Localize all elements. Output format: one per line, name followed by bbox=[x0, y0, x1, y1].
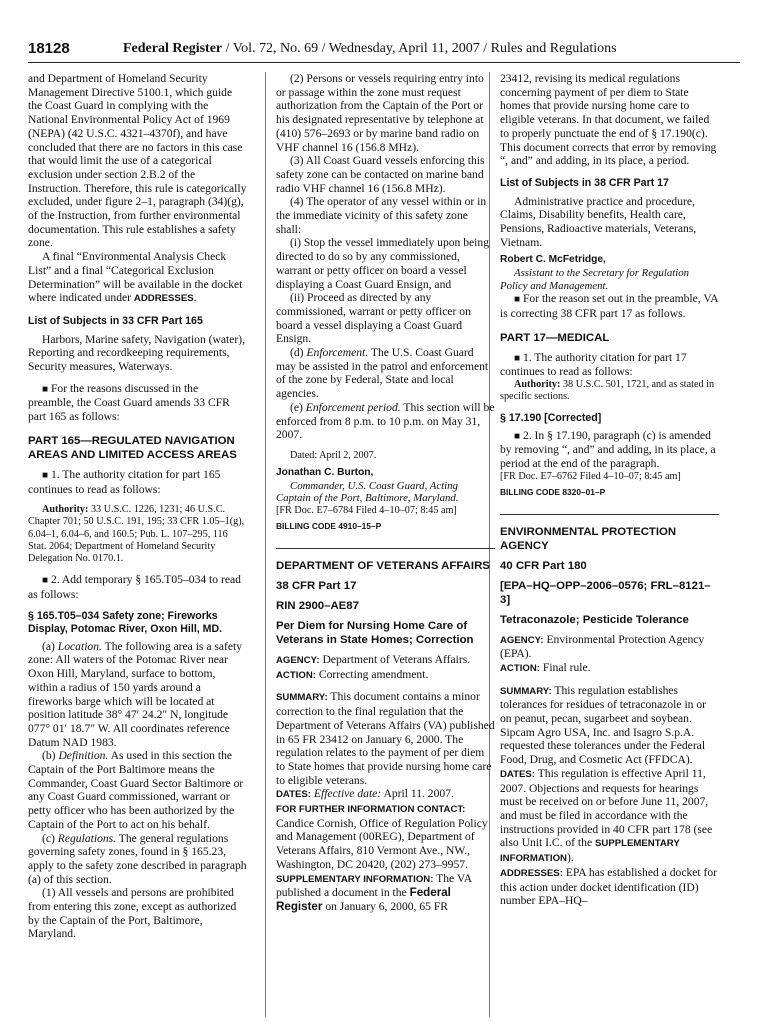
label: AGENCY: bbox=[500, 634, 544, 646]
signer-title: Assistant to the Secretary for Regulation Policy and Management. bbox=[500, 267, 690, 292]
fr-doc: [FR Doc. E7–6762 Filed 4–10–07; 8:45 am] bbox=[500, 470, 681, 482]
label: (e) bbox=[290, 400, 303, 414]
subjects-heading: List of Subjects in 38 CFR Part 17 bbox=[500, 176, 669, 189]
text: This regulation establishes tolerances for residues of tetraconazole in or on peanut, pecan, sugarbeet and soybean. Sipcam Agro USA, Inc. and Isagro S.p.A. requested these tolerances under the Federal Food, Drug, and Cosmetic Act (FFDCA). bbox=[500, 683, 707, 767]
page-number: 18128 bbox=[28, 40, 70, 57]
bullet-icon: ■ bbox=[514, 352, 521, 364]
label: Enforcement period. bbox=[305, 400, 401, 414]
text: A final “Environmental Analysis Check List” and a final “Categorical Exclusion Determination” will be available in the docket where indicated under bbox=[28, 250, 243, 305]
bullet-icon: ■ bbox=[514, 430, 521, 442]
va-document bbox=[276, 548, 495, 914]
label: SUMMARY: bbox=[276, 692, 328, 704]
epa-document bbox=[500, 514, 719, 908]
text: This document contains a minor correction to the final regulation that the Department of Veterans Affairs (VA) published in 65 FR 23412 on January 6, 2000. The regulation relates to the payment of per diem to State homes that provide nursing home care to eligible veterans. bbox=[276, 690, 495, 787]
part-heading: PART 17—MEDICAL bbox=[500, 331, 610, 344]
paragraph: (i) Stop the vessel immediately upon being directed to do so by any commissioned, warrant or petty officer on board a vessel displaying a Coast Guard Ensign, and bbox=[276, 236, 489, 291]
label: ACTION: bbox=[276, 669, 316, 681]
document-title: Tetraconazole; Pesticide Tolerance bbox=[500, 613, 689, 626]
addresses bbox=[500, 866, 719, 908]
label: (c) bbox=[42, 831, 55, 845]
text: EPA has established a docket for this action under docket identification (ID) number EPA–HQ– bbox=[500, 865, 718, 908]
label: (b) bbox=[42, 749, 56, 763]
dated-line: Dated: April 2, 2007. bbox=[290, 449, 377, 461]
paragraph: and Department of Homeland Security Management Directive 5100.1, which guide the Coast Guard in complying with the National Environmental Policy Act of 1969 (NEPA) (42 U.S.C. 4321–4370f), and have concluded that there are no factors in this case that would limit the use of a categorical exclusion under section 2.B.2 of the Instruction. Therefore, this rule is categorically excluded, under figure 2–1, paragraph (34)(g), of the Instruction, from further environmental documentation. This rule establishes a safety zone. bbox=[28, 72, 247, 250]
text: The U.S. Coast Guard may be assisted in the patrol and enforcement of the zone by Federal, State and local agencies. bbox=[276, 346, 489, 401]
text: ). bbox=[566, 851, 574, 865]
text: 1. The authority citation for part 165 continues to read as follows: bbox=[28, 467, 221, 496]
subjects-heading: List of Subjects in 33 CFR Part 165 bbox=[28, 314, 203, 327]
label: DATES: bbox=[276, 789, 311, 801]
summary bbox=[500, 684, 719, 767]
label: AGENCY: bbox=[276, 654, 320, 666]
label: Enforcement. bbox=[306, 346, 369, 360]
text: Federal Register bbox=[276, 886, 451, 913]
label: ADDRESSES: bbox=[500, 867, 563, 879]
column-2 bbox=[276, 72, 495, 914]
running-head bbox=[123, 41, 617, 57]
docket-id: [EPA–HQ–OPP–2006–0576; FRL–8121–3] bbox=[500, 579, 711, 606]
label: Regulations. bbox=[57, 831, 117, 845]
label: SUMMARY: bbox=[500, 685, 552, 697]
column-1 bbox=[28, 72, 247, 941]
label: (d) bbox=[290, 346, 304, 360]
amendment bbox=[500, 351, 719, 379]
publication-name: Federal Register bbox=[123, 41, 223, 56]
paragraph: 23412, revising its medical regulations concerning payment of per diem to State homes that provide nursing home care to eligible veterans. In that document, we failed to properly punctuate the end of § 17.190(c). This document corrects that error by removing “, and” and adding, in its place, a period. bbox=[500, 72, 717, 168]
amendment bbox=[500, 429, 719, 471]
paragraph: (4) The operator of any vessel within or in the immediate vicinity of this safety zone shall: bbox=[276, 195, 487, 236]
signer-name: Jonathan C. Burton, bbox=[276, 467, 374, 479]
paragraph bbox=[276, 401, 495, 442]
paragraph: (1) All vessels and persons are prohibited from entering this zone, except as authorized by the Captain of the Port, Baltimore, Maryland. bbox=[28, 886, 237, 941]
paragraph: (2) Persons or vessels requiring entry into or passage within the zone must request authorization from the Captain of the Port or his designated representative by telephone at (410) 576–2693 or by marine band radio on VHF channel 16 (156.8 MHz). bbox=[276, 72, 484, 154]
text: 33 U.S.C. 1226, 1231; 46 U.S.C. Chapter 701; 50 U.S.C. 191, 195; 33 CFR 1.05–1(g), 6.04–1, 6.04–6, and 160.5; Pub. L. 107–295, 116 Stat. 2064; Department of Homeland Security Delegation No. 0170.1. bbox=[28, 504, 245, 565]
text: . bbox=[193, 291, 197, 305]
authority-label: Authority: bbox=[514, 379, 561, 391]
label: FOR FURTHER INFORMATION CONTACT: bbox=[276, 804, 466, 816]
section-heading: § 17.190 [Corrected] bbox=[500, 411, 602, 424]
column-rule bbox=[265, 72, 266, 1017]
paragraph bbox=[500, 292, 719, 320]
text: This regulation is effective April 11, 2007. Objections and requests for hearings must be received on or before June 11, 2007, and must be filed in accordance with the instructions provided in 40 CFR part 178 (see also Unit I.C. of the bbox=[500, 766, 713, 850]
paragraph bbox=[276, 346, 495, 401]
text: on January 6, 2000, 65 FR bbox=[325, 899, 449, 913]
bullet-icon: ■ bbox=[42, 469, 49, 481]
part-heading: PART 165—REGULATED NAVIGATION AREAS AND LIMITED ACCESS AREAS bbox=[28, 434, 237, 461]
bullet-icon: ■ bbox=[42, 383, 49, 395]
text: The VA published a document in the bbox=[276, 871, 472, 900]
dates bbox=[276, 787, 495, 802]
supplementary-info bbox=[276, 872, 495, 914]
contact bbox=[276, 802, 495, 872]
label: Location. bbox=[57, 639, 102, 653]
column-3 bbox=[500, 72, 719, 908]
text: Department of Veterans Affairs. bbox=[322, 652, 471, 666]
paragraph: (3) All Coast Guard vessels enforcing this safety zone can be contacted on marine band radio VHF channel 16 (156.8 MHz). bbox=[276, 154, 485, 195]
label: SUPPLEMENTARY INFORMATION bbox=[500, 838, 680, 865]
bullet-icon: ■ bbox=[514, 294, 521, 306]
subjects-list: Harbors, Marine safety, Navigation (water), Reporting and recordkeeping requirements, Security measures, Waterways. bbox=[28, 332, 246, 374]
text: For the reason set out in the preamble, VA is correcting 38 CFR part 17 as follows. bbox=[500, 292, 718, 321]
dates bbox=[500, 767, 719, 866]
page-header bbox=[28, 40, 740, 63]
text: Correcting amendment. bbox=[318, 667, 429, 681]
text: Final rule. bbox=[542, 660, 591, 674]
amendment bbox=[28, 573, 247, 601]
subjects-list: Administrative practice and procedure, Claims, Disability benefits, Health care, Pensions, Radioactive materials, Veterans, Vietnam. bbox=[500, 194, 697, 249]
paragraph: (ii) Proceed as directed by any commissioned, warrant or petty officer on board a vessel displaying a Coast Guard Ensign. bbox=[276, 291, 471, 346]
label: Definition. bbox=[58, 749, 109, 763]
authority-label: Authority: bbox=[42, 504, 89, 516]
text: 2. Add temporary § 165.T05–034 to read as follows: bbox=[28, 573, 241, 601]
document-title: Per Diem for Nursing Home Care of Veterans in State Homes; Correction bbox=[276, 619, 474, 646]
action-line bbox=[276, 668, 495, 683]
bullet-icon: ■ bbox=[42, 575, 49, 587]
fr-doc: [FR Doc. E7–6784 Filed 4–10–07; 8:45 am] bbox=[276, 505, 457, 517]
text: This section will be enforced from 8 p.m. to 10 p.m. on May 31, 2007. bbox=[276, 400, 495, 442]
authority-citation bbox=[500, 379, 719, 403]
label: ACTION: bbox=[500, 662, 540, 674]
paragraph bbox=[28, 749, 247, 831]
addresses-ref: ADDRESSES bbox=[133, 293, 194, 305]
label: (a) bbox=[42, 639, 55, 653]
action-line bbox=[500, 661, 719, 676]
text: 1. The authority citation for part 17 continues to read as follows: bbox=[500, 350, 687, 379]
text: As used in this section the Captain of the Port Baltimore means the Commander, Coast Guard Sector Baltimore or any Coast Guard commissioned, warrant or petty officer who has been authorized by the Captain of the Port to act on his behalf. bbox=[28, 749, 244, 831]
label: DATES: bbox=[500, 768, 535, 780]
text: 2. In § 17.190, paragraph (c) is amended by removing “, and” and adding, in its place, a period at the end of the paragraph. bbox=[500, 428, 716, 470]
text: Candice Cornish, Office of Regulation Policy and Management (00REG), Department of Veterans Affairs, 810 Vermont Ave., NW., Washington, DC 20420, (202) 273–9957. bbox=[276, 816, 488, 871]
paragraph bbox=[28, 832, 247, 887]
agency-heading: ENVIRONMENTAL PROTECTION AGENCY bbox=[500, 525, 677, 552]
summary bbox=[276, 690, 495, 787]
billing-code: BILLING CODE 8320–01–P bbox=[500, 486, 606, 497]
paragraph bbox=[28, 382, 247, 424]
issue-details: / Vol. 72, No. 69 / Wednesday, April 11, 2007 / Rules and Regulations bbox=[222, 41, 617, 56]
section-heading: § 165.T05–034 Safety zone; Fireworks Display, Potomac River, Oxon Hill, MD. bbox=[28, 609, 223, 635]
paragraph bbox=[28, 250, 247, 306]
agency-heading: DEPARTMENT OF VETERANS AFFAIRS bbox=[276, 559, 490, 572]
cfr-part: 40 CFR Part 180 bbox=[500, 559, 587, 572]
agency-line bbox=[276, 653, 495, 668]
text: Environmental Protection Agency (EPA). bbox=[500, 632, 705, 661]
text: 38 U.S.C. 501, 1721, and as stated in specific sections. bbox=[500, 379, 715, 403]
text: Effective date: bbox=[313, 787, 382, 801]
text: April 11. 2007. bbox=[383, 787, 454, 801]
amendment bbox=[28, 468, 247, 496]
cfr-part: 38 CFR Part 17 bbox=[276, 579, 357, 592]
text: The following area is a safety zone: All waters of the Potomac River near Oxon Hill, Maryland, surface to bottom, within a radius of 150 yards around a fireworks barge which will be located at position latitude 38° 47′ 24.2″ N, longitude 077° 01′ 18.7″ W. All coordinates reference Datum NAD 1983. bbox=[28, 639, 243, 749]
billing-code: BILLING CODE 4910–15–P bbox=[276, 521, 382, 532]
authority-citation bbox=[28, 504, 247, 565]
signer-title: Commander, U.S. Coast Guard, Acting Captain of the Port, Baltimore, Maryland. bbox=[276, 479, 459, 505]
text: The general regulations governing safety zones, found in § 165.23, apply to the safety zone described in paragraph (a) of this section. bbox=[28, 831, 247, 886]
text: For the reasons discussed in the preamble, the Coast Guard amends 33 CFR part 165 as follows: bbox=[28, 381, 230, 424]
paragraph bbox=[28, 640, 247, 750]
label: SUPPLEMENTARY INFORMATION: bbox=[276, 873, 434, 885]
agency-line bbox=[500, 633, 719, 661]
signer-name: Robert C. McFetridge, bbox=[500, 254, 606, 266]
rin: RIN 2900–AE87 bbox=[276, 599, 359, 612]
